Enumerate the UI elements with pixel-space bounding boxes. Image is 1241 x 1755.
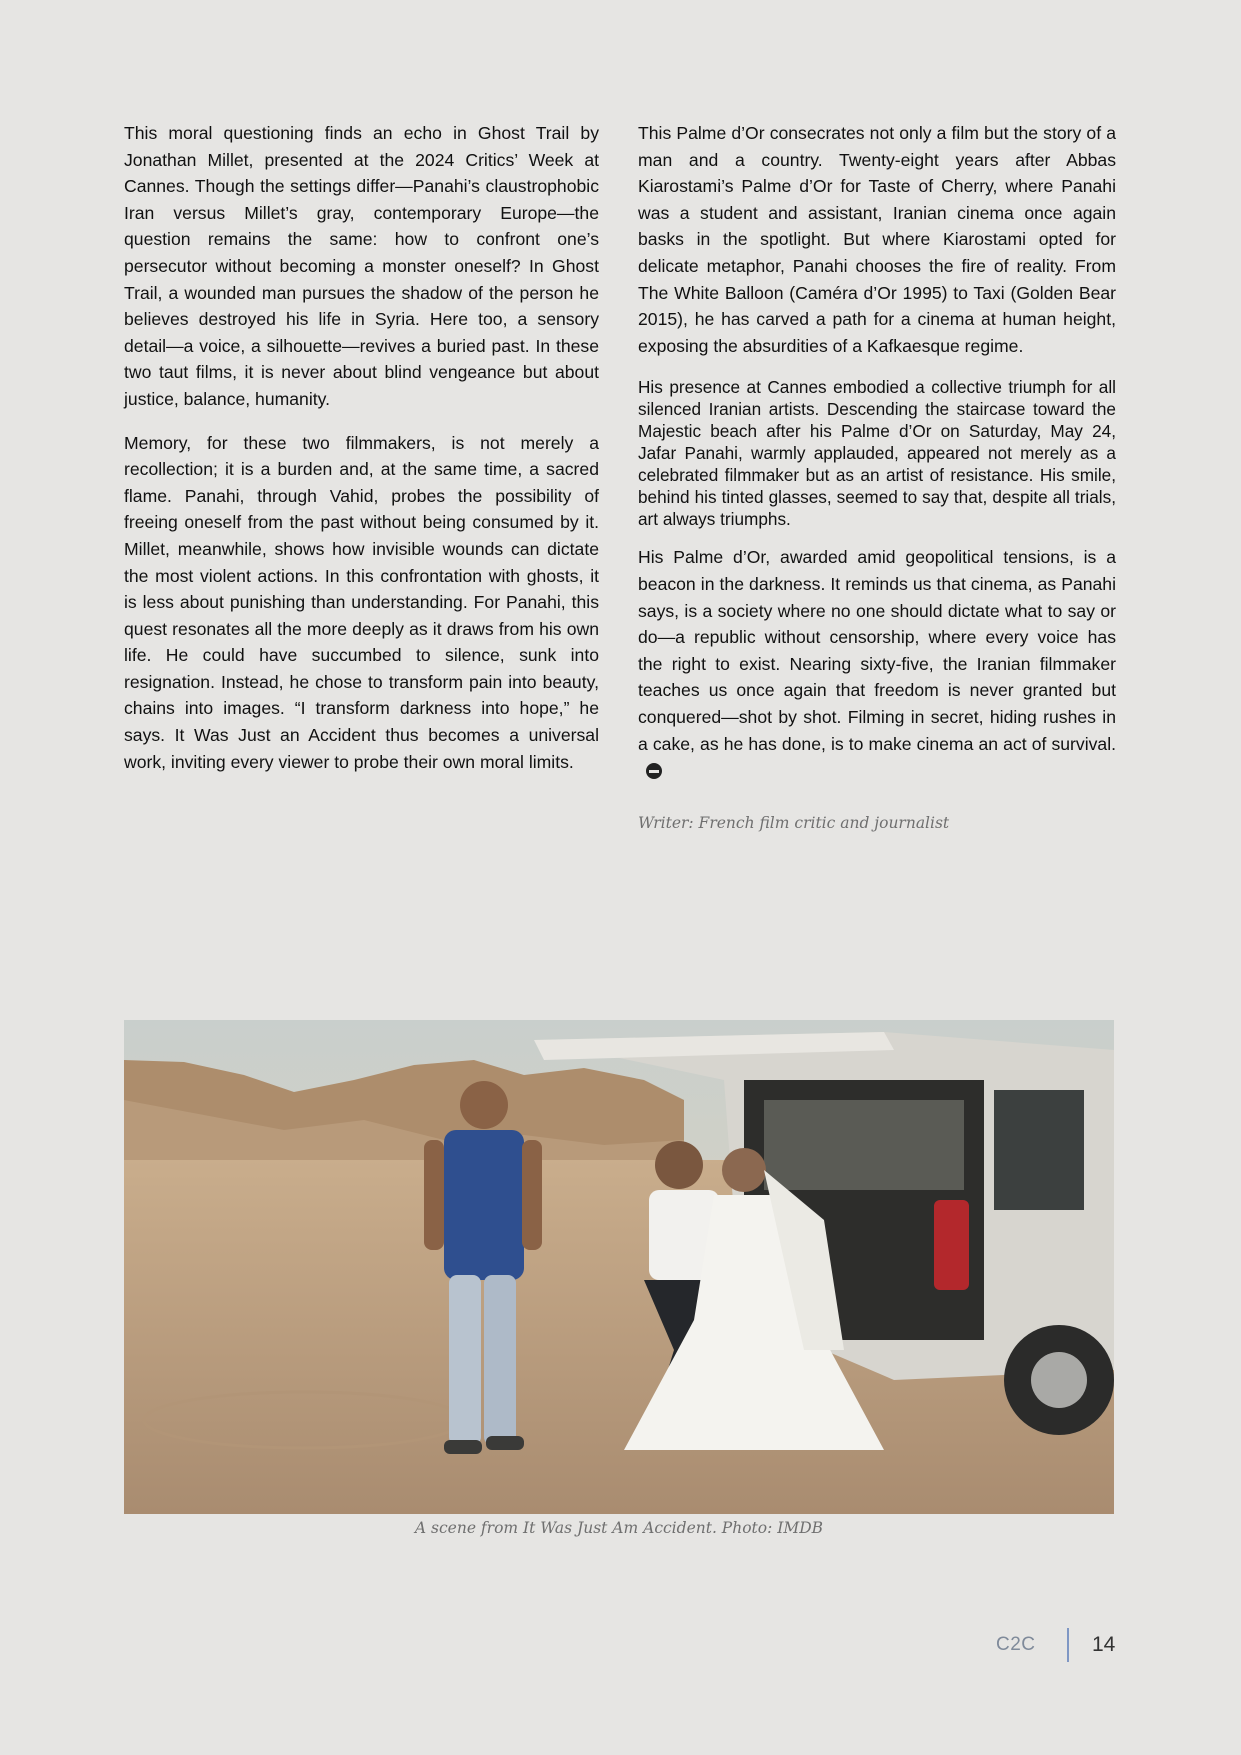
paragraph-last	[638, 544, 1116, 783]
paragraph: This Palme d’Or consecrates not only a film but the story of a man and a country. Twenty-eight years after Abbas Kiarostami’s Palme d’Or for Taste of Cherry, where Panahi was a student and assistant, Iranian cinema once again basks in the spotlight. But where Kiarostami opted for delicate metaphor, Panahi chooses the fire of reality. From The White Balloon (Caméra d’Or 1995) to Taxi (Golden Bear 2015), he has carved a path for a cinema at human height, exposing the absurdities of a Kafkaesque regime.	[638, 123, 1116, 356]
left-column	[124, 120, 599, 792]
film-still-photo	[124, 1020, 1114, 1514]
paragraph: This moral questioning finds an echo in Ghost Trail by Jonathan Millet, presented at the 2024 Critics’ Week at Cannes. Though the settings differ—Panahi’s claustrophobic Iran versus Millet’s gray, contemporary Europe—the question remains the same: how to confront one’s persecutor without becoming a monster oneself? In Ghost Trail, a wounded man pursues the shadow of the person he believes destroyed his life in Syria. Here too, a sensory detail—a voice, a silhouette—revives a buried past. In these two taut films, it is never about blind vengeance but about justice, balance, humanity.	[124, 123, 599, 409]
end-of-article-icon	[646, 763, 662, 779]
footer-brand: C2C	[996, 1634, 1036, 1655]
writer-note: Writer: French film critic and journalist	[638, 814, 950, 832]
footer-divider	[1067, 1628, 1069, 1662]
page-number: 14	[1092, 1633, 1116, 1656]
photo-caption: A scene from It Was Just Am Accident. Photo: IMDB	[414, 1519, 824, 1537]
photo-illustration	[124, 1020, 1114, 1514]
paragraph: Memory, for these two filmmakers, is not merely a recollection; it is a burden and, at the same time, a sacred flame. Panahi, through Vahid, probes the possibility of freeing oneself from the past without being consumed by it. Millet, meanwhile, shows how invisible wounds can dictate the most violent actions. In this confrontation with ghosts, it is less about punishing than understanding. For Panahi, this quest resonates all the more deeply as it draws from his own life. He could have succumbed to silence, sunk into resignation. Instead, he chose to transform pain into beauty, chains into images. “I transform darkness into hope,” he says. It Was Just an Accident thus becomes a universal work, inviting every viewer to probe their own moral limits.	[124, 432, 599, 772]
right-column	[638, 120, 1116, 801]
paragraph-text: His Palme d’Or, awarded amid geopolitical tensions, is a beacon in the darkness. It reminds us that cinema, as Panahi says, is a society where no one should dictate what to say or do—a republic without censorship, where every voice has the right to exist. Nearing sixty-five, the Iranian filmmaker teaches us once again that freedom is never granted but conquered—shot by shot. Filming in secret, hiding rushes in a cake, as he has done, is to make cinema an act of survival.	[638, 547, 1116, 754]
paragraph: His presence at Cannes embodied a collective triumph for all silenced Iranian artists. Descending the staircase toward the Majestic beach after his Palme d’Or on Saturday, May 24, Jafar Panahi, warmly applauded, appeared not merely as a celebrated filmmaker but as an artist of resistance. His smile, behind his tinted glasses, seemed to say that, despite all trials, art always triumphs.	[638, 377, 1116, 530]
